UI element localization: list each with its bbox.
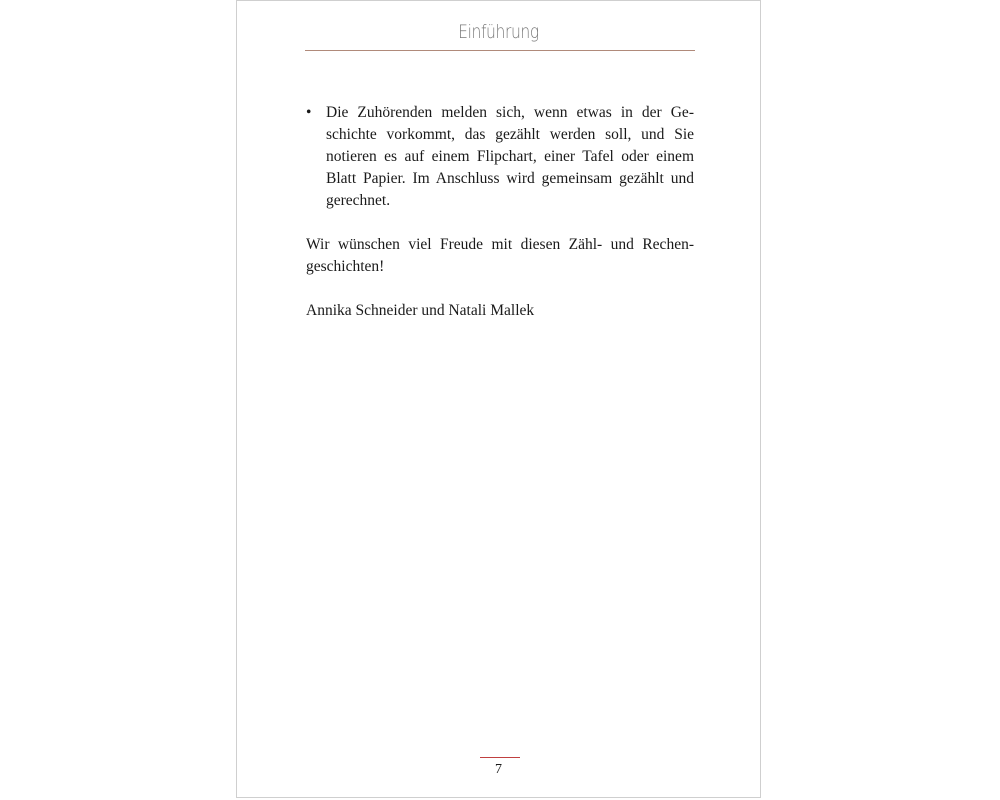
- running-header-title: Einführung: [458, 21, 539, 43]
- footer-divider: [480, 757, 520, 758]
- closing-paragraph: Wir wünschen viel Freude mit diesen Zähl- und Rechengeschichten!: [306, 236, 694, 275]
- bullet-icon: •: [306, 104, 312, 121]
- author-signature: Annika Schneider und Natali Mallek: [306, 302, 535, 319]
- page-number: 7: [495, 762, 502, 777]
- list-item: [306, 102, 694, 212]
- page-body: [306, 102, 694, 322]
- header-divider: [305, 50, 695, 51]
- list-item-text: Die Zuhörenden melden sich, wenn etwas in der Geschichte vorkommt, das gezählt werden soll, und Sie notieren es auf einem Flipchart, einer Tafel oder einem Blatt Papier. Im Anschluss wird gemeinsam gezählt und gerechnet.: [326, 104, 694, 209]
- document-page: [236, 0, 761, 798]
